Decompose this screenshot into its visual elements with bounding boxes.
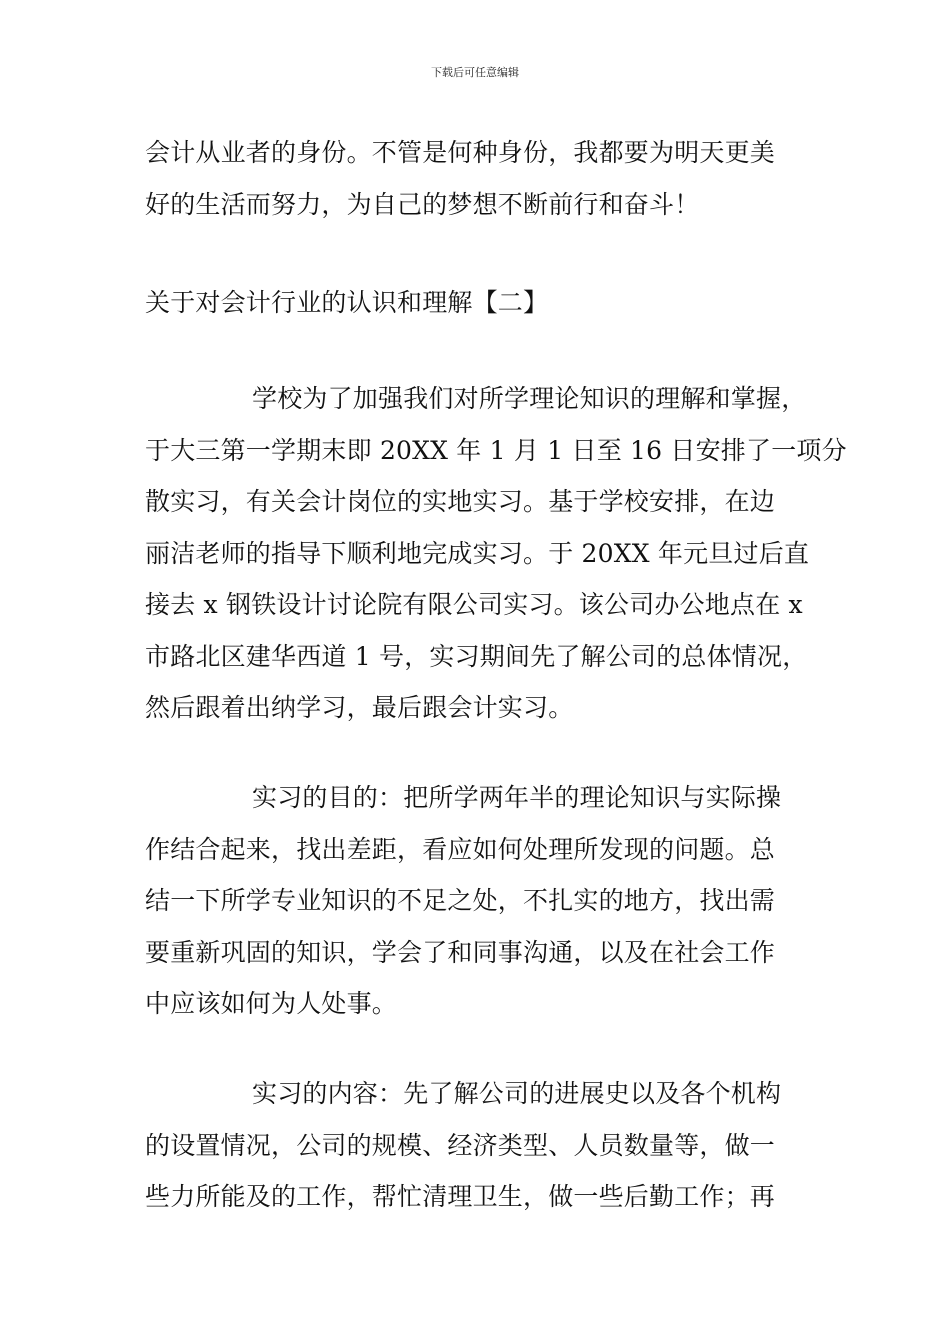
paragraph-internship-content <box>145 1068 815 1223</box>
text-line: 的设置情况，公司的规模、经济类型、人员数量等，做一 <box>145 1130 776 1160</box>
paragraph-internship-overview <box>145 373 847 734</box>
text-line: 要重新巩固的知识，学会了和同事沟通，以及在社会工作 <box>145 937 776 967</box>
text-line: 学校为了加强我们对所学理论知识的理解和掌握， <box>252 384 807 413</box>
text-line: 市路北区建华西道 1 号，实习期间先了解公司的总体情况， <box>145 641 808 671</box>
section-heading <box>145 277 815 329</box>
continuation-paragraph <box>145 127 815 230</box>
section-heading-text: 关于对会计行业的认识和理解【二】 <box>145 288 549 317</box>
text-line: 中应该如何为人处事。 <box>145 989 398 1018</box>
text-line: 作结合起来，找出差距，看应如何处理所发现的问题。总 <box>145 834 776 864</box>
text-line: 于大三第一学期末即 20XX 年 1 月 1 日至 16 日安排了一项分 <box>145 435 847 465</box>
text-line: 结一下所学专业知识的不足之处，不扎实的地方，找出需 <box>145 886 776 915</box>
text-line: 实习的目的：把所学两年半的理论知识与实际操 <box>252 783 782 812</box>
page-header-note: 下载后可任意编辑 <box>431 66 519 79</box>
text-line: 些力所能及的工作，帮忙清理卫生，做一些后勤工作；再 <box>145 1182 776 1211</box>
text-line: 好的生活而努力，为自己的梦想不断前行和奋斗！ <box>145 189 700 219</box>
paragraph-internship-purpose <box>145 772 815 1030</box>
text-line: 丽洁老师的指导下顺利地完成实习。于 20XX 年元旦过后直 <box>145 538 810 568</box>
text-line: 会计从业者的身份。不管是何种身份，我都要为明天更美 <box>145 138 776 167</box>
text-line: 接去 x 钢铁设计讨论院有限公司实习。该公司办公地点在 x <box>145 590 803 619</box>
text-line: 然后跟着出纳学习，最后跟会计实习。 <box>145 693 574 722</box>
text-line: 散实习，有关会计岗位的实地实习。基于学校安排，在边 <box>145 487 776 516</box>
text-line: 实习的内容：先了解公司的进展史以及各个机构 <box>252 1079 782 1108</box>
